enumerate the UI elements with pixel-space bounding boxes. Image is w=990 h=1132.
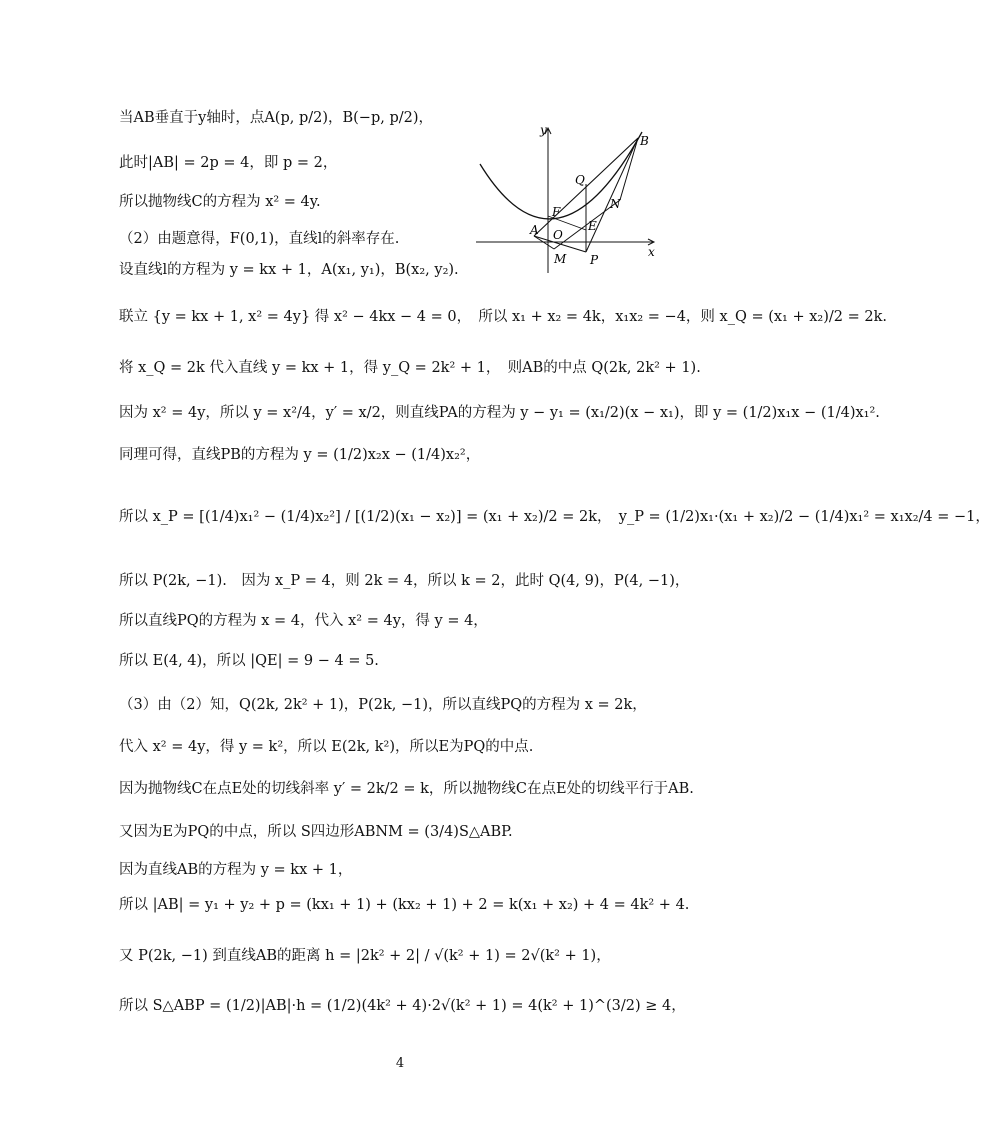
text-line-2: 此时|AB| = 2p = 4，即 p = 2， (119, 155, 338, 171)
text-line-9: 同理可得，直线PB的方程为 y = (1/2)x₂x − (1/4)x₂²， (119, 447, 481, 463)
text-line-16: 因为抛物线C在点E处的切线斜率 y′ = 2k/2 = k，所以抛物线C在点E处的切线平行于AB. (119, 781, 694, 797)
page-number: 4 (395, 1056, 405, 1071)
label-point-b: B (640, 134, 649, 148)
text-line-4: （2）由题意得，F(0,1)，直线l的斜率存在. (119, 231, 400, 247)
parabola-diagram (470, 118, 670, 278)
line-pb (586, 138, 638, 252)
text-line-20: 又 P(2k, −1) 到直线AB的距离 h = |2k² + 2| / √(k² + 1) = 2√(k² + 1)， (119, 948, 611, 964)
label-point-n: N (610, 197, 621, 211)
text-line-21: 所以 S△ABP = (1/2)|AB|·h = (1/2)(4k² + 4)·2√(k² + 1) = 4(k² + 1)^(3/2) ≥ 4， (119, 998, 686, 1014)
text-line-17: 又因为E为PQ的中点，所以 S四边形ABNM = (3/4)S△ABP. (119, 824, 513, 840)
label-point-m: M (554, 252, 567, 266)
text-line-14: （3）由（2）知，Q(2k, 2k² + 1)，P(2k, −1)，所以直线PQ的方程为 x = 2k， (119, 697, 647, 713)
label-axis-x: x (648, 245, 655, 259)
text-line-8: 因为 x² = 4y，所以 y = x²/4，y′ = x/2，则直线PA的方程为 y − y₁ = (x₁/2)(x − x₁)，即 y = (1/2)x₁x − (1/4)x₁². (119, 405, 880, 421)
label-point-p: P (590, 253, 599, 267)
text-line-5: 设直线l的方程为 y = kx + 1，A(x₁, y₁)，B(x₂, y₂). (119, 262, 459, 278)
text-line-1: 当AB垂直于y轴时，点A(p, p/2)，B(−p, p/2)， (119, 110, 434, 126)
text-line-19: 所以 |AB| = y₁ + y₂ + p = (kx₁ + 1) + (kx₂ + 1) + 2 = k(x₁ + x₂) + 4 = 4k² + 4. (119, 897, 690, 913)
label-point-f: F (552, 205, 561, 219)
text-line-12: 所以直线PQ的方程为 x = 4，代入 x² = 4y，得 y = 4， (119, 613, 488, 629)
text-line-6: 联立 {y = kx + 1, x² = 4y} 得 x² − 4kx − 4 = 0， 所以 x₁ + x₂ = 4k，x₁x₂ = −4，则 x_Q = (x₁ + x₂)/2 = 2k. (119, 309, 887, 325)
text-line-3: 所以抛物线C的方程为 x² = 4y. (119, 194, 321, 210)
label-axis-y: y (540, 123, 547, 137)
label-point-o: O (553, 228, 563, 242)
label-point-e: E (588, 219, 597, 233)
text-line-11: 所以 P(2k, −1). 因为 x_P = 4，则 2k = 4，所以 k = 2，此时 Q(4, 9)，P(4, −1)， (119, 573, 690, 589)
label-point-a: A (530, 223, 539, 237)
text-line-13: 所以 E(4, 4)，所以 |QE| = 9 − 4 = 5. (119, 653, 379, 669)
text-line-15: 代入 x² = 4y，得 y = k²，所以 E(2k, k²)，所以E为PQ的中点. (119, 739, 534, 755)
label-point-q: Q (575, 173, 585, 187)
text-line-7: 将 x_Q = 2k 代入直线 y = kx + 1，得 y_Q = 2k² + 1， 则AB的中点 Q(2k, 2k² + 1). (119, 360, 701, 376)
line-bn (620, 138, 638, 200)
text-line-18: 因为直线AB的方程为 y = kx + 1， (119, 862, 353, 878)
text-line-10: 所以 x_P = [(1/4)x₁² − (1/4)x₂²] / [(1/2)(x₁ − x₂)] = (x₁ + x₂)/2 = 2k， y_P = (1/2)x₁·(x₁ + x₂)/2 − (1/4)x₁² = x₁x₂/4 = −1， (119, 509, 990, 525)
